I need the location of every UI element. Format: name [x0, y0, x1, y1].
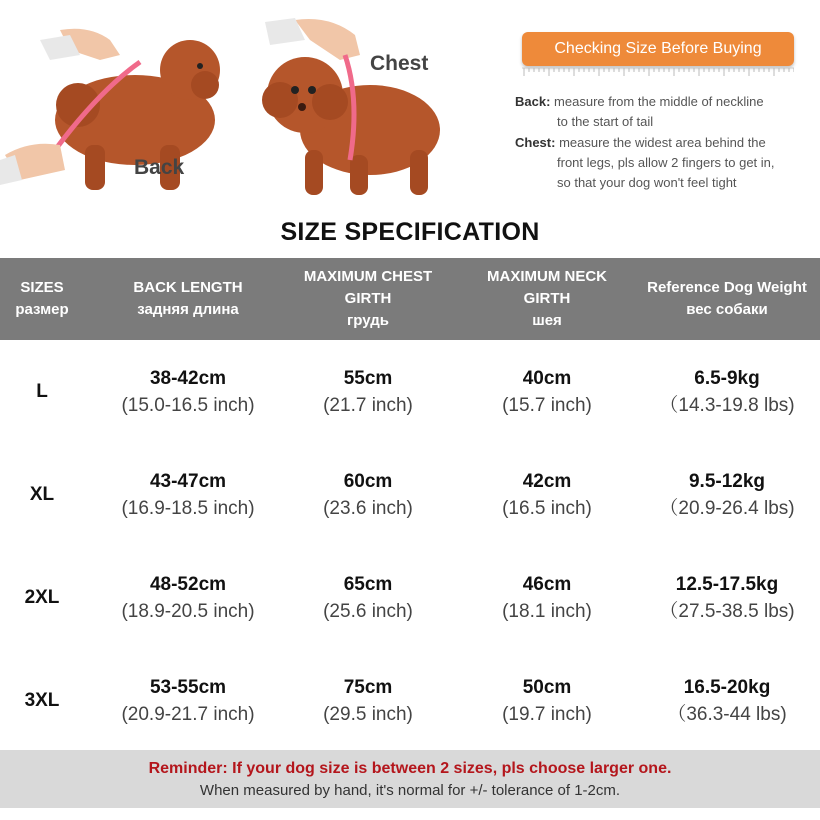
kg-value: 9.5-12kg [688, 470, 766, 492]
cm-value: 48-52cm [149, 573, 227, 595]
inch-value: (18.9-20.5 inch) [121, 600, 255, 622]
back-length-cell [84, 443, 292, 546]
lbs-value: （36.3-44 lbs) [667, 703, 787, 725]
back-line-2: to the start of tail [557, 114, 654, 129]
inch-value: (21.7 inch) [323, 394, 413, 416]
inch-value: (20.9-21.7 inch) [121, 703, 255, 725]
neck-girth-cell [464, 443, 630, 546]
header-line: Reference Dog Weight [647, 279, 807, 296]
table-row [0, 340, 820, 443]
inch-value: (18.1 inch) [502, 600, 592, 622]
neck-girth-cell [464, 649, 630, 752]
header-sizes [0, 258, 84, 340]
cm-value: 55cm [343, 367, 393, 389]
inch-value: (15.0-16.5 inch) [121, 394, 255, 416]
inch-value: (16.9-18.5 inch) [121, 497, 255, 519]
neck-girth-cell [464, 340, 630, 443]
back-term: Back: [515, 94, 551, 109]
weight-cell [634, 340, 820, 443]
cm-value: 53-55cm [149, 676, 227, 698]
neck-girth-cell [464, 546, 630, 649]
header-line: GIRTH [523, 290, 571, 307]
chest-term: Chest: [515, 135, 556, 150]
reminder-main: Reminder: If your dog size is between 2 sizes, pls choose larger one. [148, 760, 672, 777]
lbs-value: （20.9-26.4 lbs) [659, 497, 795, 519]
chest-label: Chest [370, 52, 429, 75]
inch-value: (19.7 inch) [502, 703, 592, 725]
chest-line-2: front legs, pls allow 2 fingers to get in, [557, 155, 775, 170]
cm-value: 46cm [522, 573, 572, 595]
kg-value: 6.5-9kg [694, 367, 760, 389]
chest-line-1: measure the widest area behind the [559, 135, 766, 150]
header-line: грудь [347, 312, 389, 329]
page-title: SIZE SPECIFICATION [280, 218, 540, 246]
reminder-box [0, 750, 820, 808]
chest-girth-cell [292, 340, 444, 443]
lbs-value: （14.3-19.8 lbs) [659, 394, 795, 416]
header-neck-girth [464, 258, 630, 340]
dog-chest-illustration [250, 10, 460, 200]
weight-cell [634, 546, 820, 649]
cm-value: 38-42cm [149, 367, 227, 389]
lbs-value: （27.5-38.5 lbs) [659, 600, 795, 622]
header-line: задняя длина [137, 301, 239, 318]
header-line: вес собаки [686, 301, 768, 318]
dog-back-illustration [0, 10, 250, 200]
header-line: BACK LENGTH [133, 279, 243, 296]
cm-value: 50cm [522, 676, 572, 698]
chest-line-3: so that your dog won't feel tight [557, 175, 737, 190]
header-back-length [84, 258, 292, 340]
size-cell: 3XL [24, 689, 60, 711]
header-chest-girth [292, 258, 444, 340]
table-row [0, 546, 820, 649]
header-line: SIZES [20, 279, 64, 296]
cm-value: 65cm [343, 573, 393, 595]
table-row [0, 443, 820, 546]
back-length-cell [84, 340, 292, 443]
inch-value: (15.7 inch) [502, 394, 592, 416]
back-length-cell [84, 546, 292, 649]
back-length-cell [84, 649, 292, 752]
chest-measure-photo [250, 10, 460, 200]
weight-cell [634, 443, 820, 546]
size-cell: 2XL [24, 586, 60, 608]
inch-value: (16.5 inch) [502, 497, 592, 519]
checking-size-banner: Checking Size Before Buying [522, 32, 794, 66]
weight-cell [634, 649, 820, 752]
kg-value: 16.5-20kg [683, 676, 771, 698]
back-line-1: measure from the middle of neckline [554, 94, 764, 109]
table-header [0, 258, 820, 340]
reminder-sub: When measured by hand, it's normal for +/- tolerance of 1-2cm. [199, 782, 621, 799]
back-instruction [515, 92, 764, 132]
header-line: GIRTH [344, 290, 392, 307]
chest-girth-cell [292, 443, 444, 546]
ruler-icon [522, 66, 794, 82]
inch-value: (25.6 inch) [323, 600, 413, 622]
chest-instruction [515, 133, 775, 193]
back-label: Back [134, 156, 185, 179]
cm-value: 43-47cm [149, 470, 227, 492]
header-weight [634, 258, 820, 340]
cm-value: 60cm [343, 470, 393, 492]
header-line: шея [532, 312, 562, 329]
header-line: MAXIMUM NECK [487, 268, 607, 285]
back-measure-photo [0, 10, 250, 200]
size-cell: L [36, 380, 48, 402]
header-line: размер [15, 301, 69, 318]
cm-value: 40cm [522, 367, 572, 389]
inch-value: (29.5 inch) [323, 703, 413, 725]
header-line: MAXIMUM CHEST [303, 268, 433, 285]
size-cell: XL [29, 483, 55, 505]
chest-girth-cell [292, 546, 444, 649]
cm-value: 75cm [343, 676, 393, 698]
kg-value: 12.5-17.5kg [675, 573, 779, 595]
chest-girth-cell [292, 649, 444, 752]
cm-value: 42cm [522, 470, 572, 492]
inch-value: (23.6 inch) [323, 497, 413, 519]
table-row [0, 649, 820, 752]
